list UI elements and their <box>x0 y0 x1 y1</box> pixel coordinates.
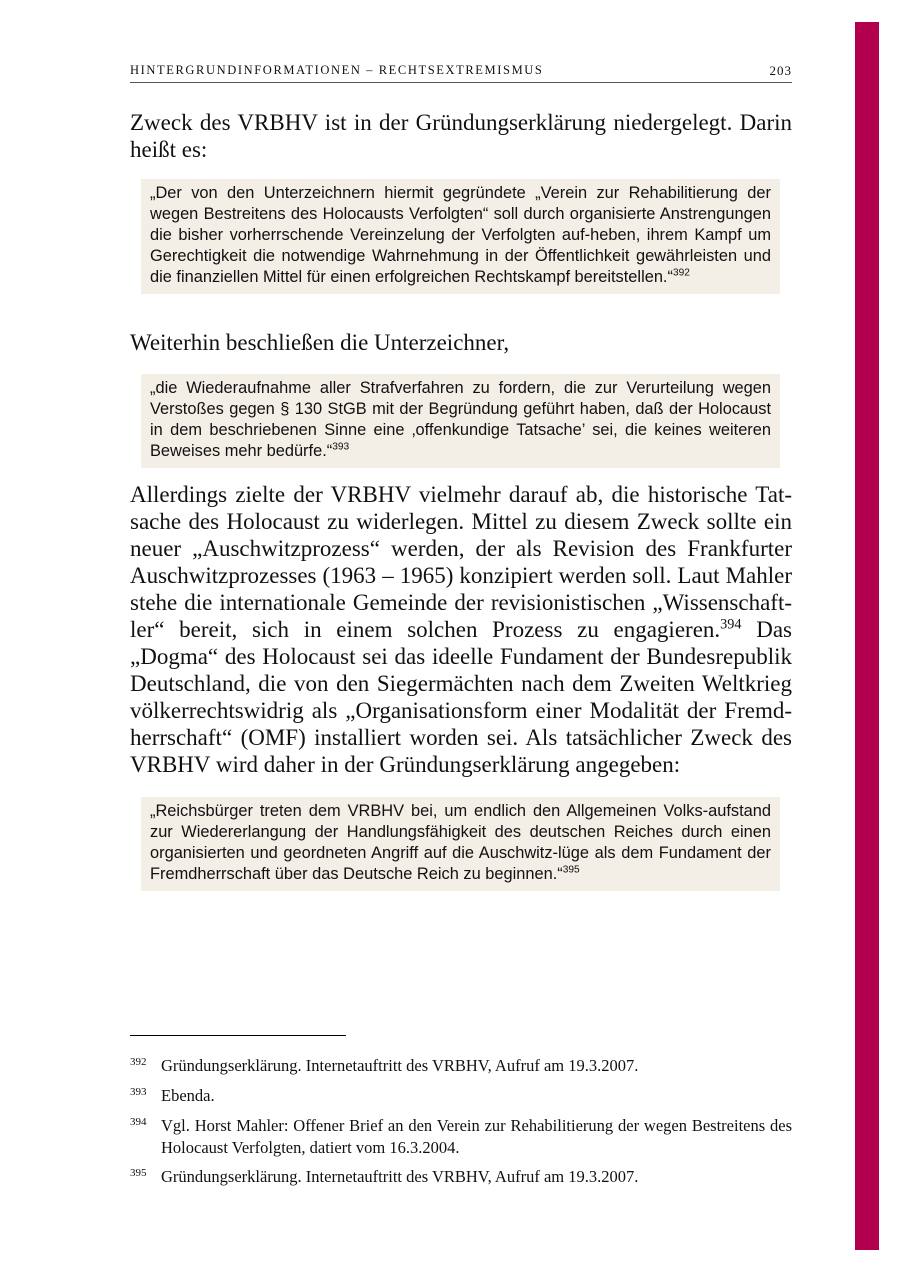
quote-3-text: „Reichsbürger treten dem VRBHV bei, um endlich den Allgemeinen Volks-aufstand zur Wiedererlangung der Handlungsfähigkeit des deutschen Reiches durch einen organisierten und geordneten Angriff auf die Auschwitz-lüge als dem Fundament der Fremdherrschaft über das Deutsche Reich zu beginnen.“ <box>150 802 771 883</box>
paragraph-3 <box>130 481 792 778</box>
paragraph-3-text-a: Allerdings zielte der VRBHV vielmehr darauf ab, die historische Tat-sache des Holocaust zu widerlegen. Mittel zu diesem Zweck sollte ein neuer „Auschwitzprozess“ werden, der als Revision des Frankfurter Auschwitzprozesses (1963 – 1965) konzipiert werden soll. Laut Mahler stehe die internationale Gemeinde der revisionistischen „Wissenschaft-ler“ bereit, sich in einem solchen Prozess zu engagieren. <box>130 482 792 642</box>
paragraph-3-text-b: Das „Dogma“ des Holocaust sei das ideelle Fundament der Bundesrepublik Deutschland, die von den Siegermächten nach dem Zweiten Weltkrieg völkerrechtswidrig als „Organisationsform einer Modalität der Fremd-herrschaft“ (OMF) installiert worden sei. Als tatsächlicher Zweck des VRBHV wird daher in der Gründungserklärung angegeben: <box>130 617 792 777</box>
footnote-text: Vgl. Horst Mahler: Offener Brief an den Verein zur Rehabilitierung der wegen Bestreitens des Holocaust Verfolgten, datiert vom 16.3.2004. <box>161 1116 792 1157</box>
quote-block-2 <box>141 374 780 468</box>
footnote-ref-392[interactable]: 392 <box>672 267 690 279</box>
footnote-395 <box>130 1166 792 1188</box>
quote-block-1 <box>141 179 780 294</box>
header-title: HINTERGRUNDINFORMATIONEN – RECHTSEXTREMISMUS <box>130 63 544 77</box>
footnote-392 <box>130 1055 792 1077</box>
footnote-number: 395 <box>130 1167 147 1179</box>
paragraph-1: Zweck des VRBHV ist in der Gründungserklärung niedergelegt. Darin heißt es: <box>130 110 792 162</box>
footnote-393 <box>130 1085 792 1107</box>
quote-1-text: „Der von den Unterzeichnern hiermit gegründete „Verein zur Rehabilitierung der wegen Bestreitens des Holocausts Verfolgten“ soll durch organisierte Anstrengungen die bisher vorherrschende Vereinzelung der Verfolgten auf-heben, ihrem Kampf um Gerechtigkeit die notwendige Wahrnehmung in der Öffentlichkeit gewährleisten und die finanziellen Mittel für einen erfolgreichen Rechtskampf bereitstellen.“ <box>150 184 771 286</box>
running-header <box>130 62 792 83</box>
footnote-number: 393 <box>130 1086 147 1098</box>
footnote-text: Ebenda. <box>161 1086 215 1105</box>
footnote-text: Gründungserklärung. Internetauftritt des VRBHV, Aufruf am 19.3.2007. <box>161 1167 639 1186</box>
footnote-394 <box>130 1115 792 1159</box>
quote-block-3 <box>141 797 780 891</box>
footnote-ref-395[interactable]: 395 <box>562 864 580 876</box>
footnote-ref-394[interactable]: 394 <box>720 616 742 633</box>
quote-2-text: „die Wiederaufnahme aller Strafverfahren zu fordern, die zur Verurteilung wegen Verstoßes gegen § 130 StGB mit der Begründung geführt haben, daß der Holocaust in dem beschriebenen Sinne eine ‚offenkundige Tatsache’ sei, die keines weiteren Beweises mehr bedürfe.“ <box>150 379 771 460</box>
footnote-ref-393[interactable]: 393 <box>332 441 350 453</box>
side-color-bar <box>855 22 879 1250</box>
footnote-number: 394 <box>130 1116 147 1128</box>
footnote-separator <box>130 1035 346 1036</box>
page-number: 203 <box>769 63 792 78</box>
paragraph-2: Weiterhin beschließen die Unterzeichner, <box>130 330 510 355</box>
footnote-number: 392 <box>130 1056 147 1068</box>
footnote-text: Gründungserklärung. Internetauftritt des VRBHV, Aufruf am 19.3.2007. <box>161 1056 639 1075</box>
